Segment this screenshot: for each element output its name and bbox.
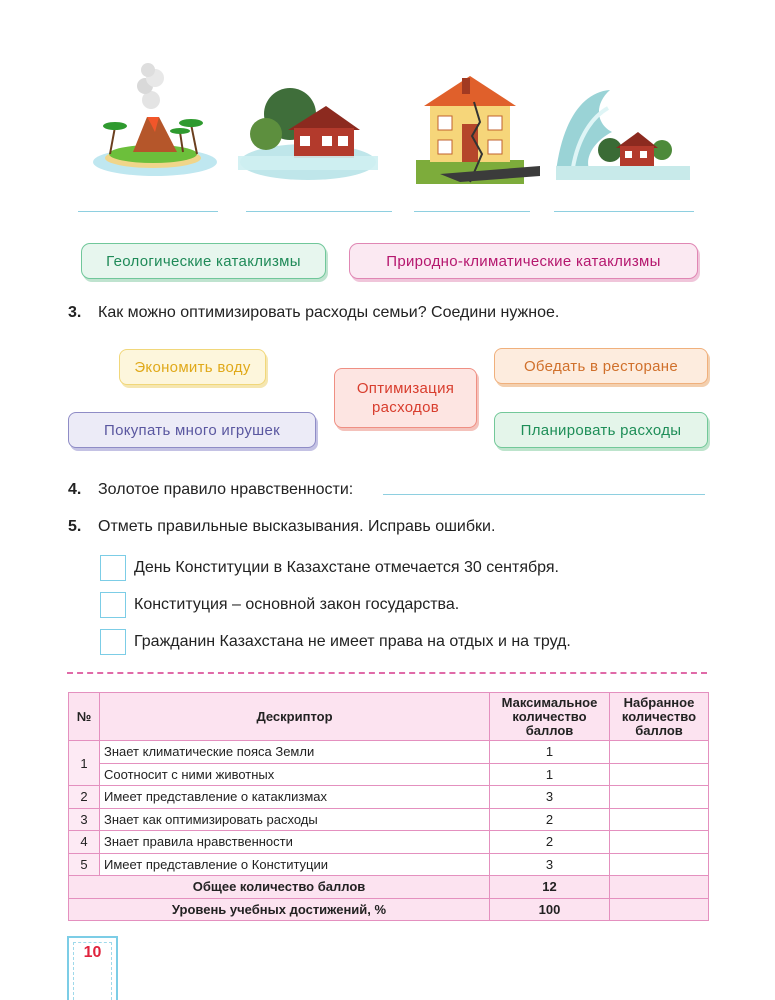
table-row bbox=[69, 853, 709, 876]
table-row bbox=[69, 786, 709, 809]
row-descriptor: Имеет представление о катаклизмах bbox=[100, 786, 490, 809]
question-text: Как можно оптимизировать расходы семьи? Соедини нужное. bbox=[98, 304, 560, 321]
row-earned-cell[interactable] bbox=[610, 763, 709, 786]
header-descriptor: Дескриптор bbox=[100, 693, 490, 741]
total-value: 12 bbox=[490, 876, 610, 899]
table-row bbox=[69, 763, 709, 786]
row-descriptor: Имеет представление о Конституции bbox=[100, 853, 490, 876]
header-earned-points: Набранное количество баллов bbox=[610, 693, 709, 741]
row-descriptor: Соотносит с ними животных bbox=[100, 763, 490, 786]
question-5 bbox=[68, 518, 495, 536]
row-earned-cell[interactable] bbox=[610, 786, 709, 809]
row-number: 5 bbox=[69, 853, 100, 876]
answer-line-2[interactable] bbox=[246, 211, 392, 212]
answer-line-3[interactable] bbox=[414, 211, 530, 212]
header-num: № bbox=[69, 693, 100, 741]
option-optimization-center[interactable] bbox=[334, 368, 477, 428]
statement-text: День Конституции в Казахстане отмечается 30 сентября. bbox=[134, 559, 559, 576]
tsunami-house-image bbox=[552, 62, 692, 192]
flooded-house-image bbox=[238, 62, 378, 192]
center-line-2: расходов bbox=[372, 399, 439, 416]
descriptor-table bbox=[68, 692, 709, 921]
category-climatic[interactable]: Природно-климатические катаклизмы bbox=[349, 243, 698, 279]
total-row bbox=[69, 876, 709, 899]
row-max: 1 bbox=[490, 763, 610, 786]
option-buy-toys[interactable]: Покупать много игрушек bbox=[68, 412, 316, 448]
row-descriptor: Знает правила нравственности bbox=[100, 831, 490, 854]
answer-line-4[interactable] bbox=[554, 211, 694, 212]
row-earned-cell[interactable] bbox=[610, 831, 709, 854]
table-row bbox=[69, 741, 709, 764]
level-label: Уровень учебных достижений, % bbox=[69, 898, 490, 921]
statement-row bbox=[100, 592, 459, 618]
row-max: 3 bbox=[490, 786, 610, 809]
statement-checkbox[interactable] bbox=[100, 592, 126, 618]
row-descriptor: Знает климатические пояса Земли bbox=[100, 741, 490, 764]
row-number: 2 bbox=[69, 786, 100, 809]
row-number: 1 bbox=[69, 741, 100, 786]
row-earned-cell[interactable] bbox=[610, 808, 709, 831]
option-save-water[interactable]: Экономить воду bbox=[119, 349, 266, 385]
table-row bbox=[69, 808, 709, 831]
question-number: 3. bbox=[68, 304, 82, 321]
statement-checkbox[interactable] bbox=[100, 629, 126, 655]
statement-text: Конституция – основной закон государства. bbox=[134, 596, 460, 613]
option-restaurant[interactable]: Обедать в ресторане bbox=[494, 348, 708, 384]
level-value: 100 bbox=[490, 898, 610, 921]
section-divider bbox=[67, 672, 707, 674]
statement-row bbox=[100, 555, 559, 581]
statement-row bbox=[100, 629, 571, 655]
total-label: Общее количество баллов bbox=[69, 876, 490, 899]
level-earned-cell[interactable] bbox=[610, 898, 709, 921]
question-number: 5. bbox=[68, 518, 82, 535]
earthquake-house-image bbox=[400, 62, 540, 192]
center-line-1: Оптимизация bbox=[356, 380, 455, 397]
question-text: Отметь правильные высказывания. Исправь ошибки. bbox=[98, 518, 496, 535]
level-row bbox=[69, 898, 709, 921]
row-number: 4 bbox=[69, 831, 100, 854]
row-earned-cell[interactable] bbox=[610, 741, 709, 764]
statement-text: Гражданин Казахстана не имеет права на отдых и на труд. bbox=[134, 633, 571, 650]
question-text: Золотое правило нравственности: bbox=[98, 481, 354, 498]
page-number: 10 bbox=[83, 944, 102, 961]
row-earned-cell[interactable] bbox=[610, 853, 709, 876]
volcano-island-image bbox=[85, 62, 225, 192]
question-4 bbox=[68, 481, 353, 499]
statement-checkbox[interactable] bbox=[100, 555, 126, 581]
row-max: 2 bbox=[490, 808, 610, 831]
golden-rule-answer-line[interactable] bbox=[383, 494, 705, 495]
header-max-points: Максимальное количество баллов bbox=[490, 693, 610, 741]
row-max: 1 bbox=[490, 741, 610, 764]
table-row bbox=[69, 831, 709, 854]
row-max: 2 bbox=[490, 831, 610, 854]
row-descriptor: Знает как оптимизировать расходы bbox=[100, 808, 490, 831]
question-3 bbox=[68, 304, 559, 322]
row-max: 3 bbox=[490, 853, 610, 876]
answer-line-1[interactable] bbox=[78, 211, 218, 212]
total-earned-cell[interactable] bbox=[610, 876, 709, 899]
option-plan-expenses[interactable]: Планировать расходы bbox=[494, 412, 708, 448]
page-number-tab bbox=[67, 936, 118, 1000]
question-number: 4. bbox=[68, 481, 82, 498]
category-geological[interactable]: Геологические катаклизмы bbox=[81, 243, 326, 279]
row-number: 3 bbox=[69, 808, 100, 831]
